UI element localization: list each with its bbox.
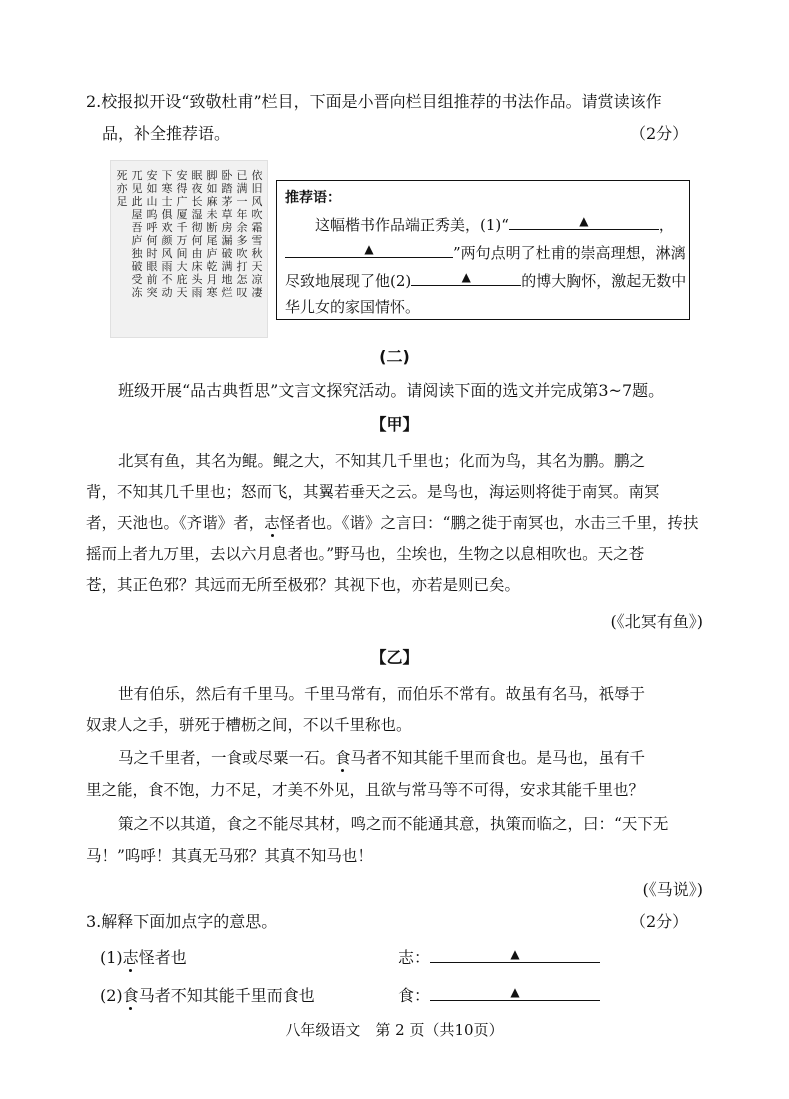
q3-answer1: 志： ▲ [398, 944, 600, 972]
yi-line4: 里之能，食不饱，力不足，才美不外见，且欲与常马等不可得，安求其能千里也？ [86, 781, 645, 799]
page-footer: 八年级语文 第 2 页（共10页） [285, 1021, 504, 1039]
jia-line4: 摇而上者九万里，去以六月息者也。”野马也，尘埃也，生物之以息相吹也。天之苍 [86, 545, 645, 563]
callig-col-6: 安得广厦千万间大庇天 [176, 169, 188, 299]
callig-col-9: 兀见此屋吾庐独破受冻 [131, 169, 143, 299]
yi-line3: 马之千里者，一食或尽粟一石。食马者不知其能千里而食也。是马也，虽有千 [118, 749, 646, 767]
yi-line6: 马！”呜呼！其真无马邪？其真不知马也！ [86, 847, 373, 865]
jia-line3: 者，天池也。《齐谐》者，志怪者也。《谐》之言曰：“鹏之徙于南冥也，水击三千里，抟扶 [86, 514, 699, 532]
answer-blank-3-2[interactable] [430, 984, 600, 1001]
section-heading: (二) [379, 347, 410, 366]
jia-line1: 北冥有鱼，其名为鲲。鲲之大，不知其几千里也；化而为鸟，其名为鹏。鹏之 [118, 452, 646, 470]
blank-marker: ▲ [510, 985, 520, 999]
dotted-char: 食 [335, 749, 351, 767]
blank-marker: ▲ [364, 242, 374, 256]
q3-item2: (2)食马者不知其能千里而食也 [100, 986, 315, 1005]
recommend-box [276, 180, 690, 320]
jia-source: (《北冥有鱼》) [610, 612, 703, 631]
q3-title: 3.解释下面加点字的意思。 [86, 912, 278, 931]
answer-blank-2[interactable] [411, 269, 521, 286]
q2-line1: 2.校报拟开设“致敬杜甫”栏目，下面是小晋向栏目组推荐的书法作品。请赏读该作 [86, 92, 662, 111]
recommend-line4: 华儿女的家国情怀。 [285, 298, 421, 316]
callig-col-5: 眠夜长湿彻何由床头雨 [191, 169, 203, 299]
answer-blank-1a[interactable] [509, 213, 659, 230]
jia-line5: 苍，其正色邪？其远而无所至极邪？其视下也，亦若是则已矣。 [86, 576, 521, 594]
q3-answer2: 食： ▲ [398, 982, 600, 1010]
yi-line1: 世有伯乐，然后有千里马。千里马常有，而伯乐不常有。故虽有名马，祇辱于 [118, 685, 646, 703]
blank-marker: ▲ [461, 270, 471, 284]
blank-marker: ▲ [510, 947, 520, 961]
recommend-line3: 尽致地展现了他(2) ▲ 的博大胸怀，激起无数中 [285, 270, 687, 290]
answer-blank-1b[interactable] [285, 241, 453, 258]
q2-score: （2分） [630, 124, 689, 143]
section-intro: 班级开展“品古典哲思”文言文探究活动。请阅读下面的选文并完成第3~7题。 [118, 381, 665, 400]
callig-col-8: 安如山呜呼何时眼前突 [146, 169, 158, 299]
dotted-char: 食 [122, 986, 139, 1005]
dotted-char: 志 [264, 514, 280, 532]
dotted-char: 志 [122, 948, 139, 967]
calligraphy-image [110, 160, 268, 338]
answer-blank-3-1[interactable] [430, 946, 600, 963]
jia-heading: 【甲】 [370, 415, 419, 434]
recommend-line2: ▲ ”两句点明了杜甫的崇高理想，淋漓 [285, 239, 686, 267]
callig-col-10: 死亦足 [116, 169, 128, 208]
q2-line2: 品，补全推荐语。 [102, 124, 231, 143]
recommend-title: 推荐语： [285, 190, 341, 206]
jia-line2: 背，不知其几千里也；怒而飞，其翼若垂天之云。是鸟也，海运则将徙于南冥。南冥 [86, 483, 660, 501]
yi-line2: 奴隶人之手，骈死于槽枥之间，不以千里称也。 [86, 716, 412, 734]
callig-col-4: 脚如麻未断尾庐乾月寒 [206, 169, 218, 299]
blank-marker: ▲ [579, 214, 589, 228]
yi-source: (《马说》) [642, 880, 703, 899]
callig-col-1: 依旧风吹霜雪秋天凉凄 [251, 169, 263, 299]
yi-line5: 策之不以其道，食之不能尽其材，鸣之而不能通其意，执策而临之，曰：“天下无 [118, 815, 669, 833]
recommend-line1: 这幅楷书作品端正秀美，(1)“ ▲ ， [315, 214, 674, 234]
callig-col-3: 卧踏茅草房漏破满地烂 [221, 169, 233, 299]
yi-heading: 【乙】 [370, 648, 419, 667]
q3-score: （2分） [630, 912, 689, 931]
callig-col-2: 已满一年余多吹打怎叹 [236, 169, 248, 299]
q3-item1: (1)志怪者也 [100, 948, 187, 967]
callig-col-7: 下寒士俱欢颜风雨不动 [161, 169, 173, 299]
